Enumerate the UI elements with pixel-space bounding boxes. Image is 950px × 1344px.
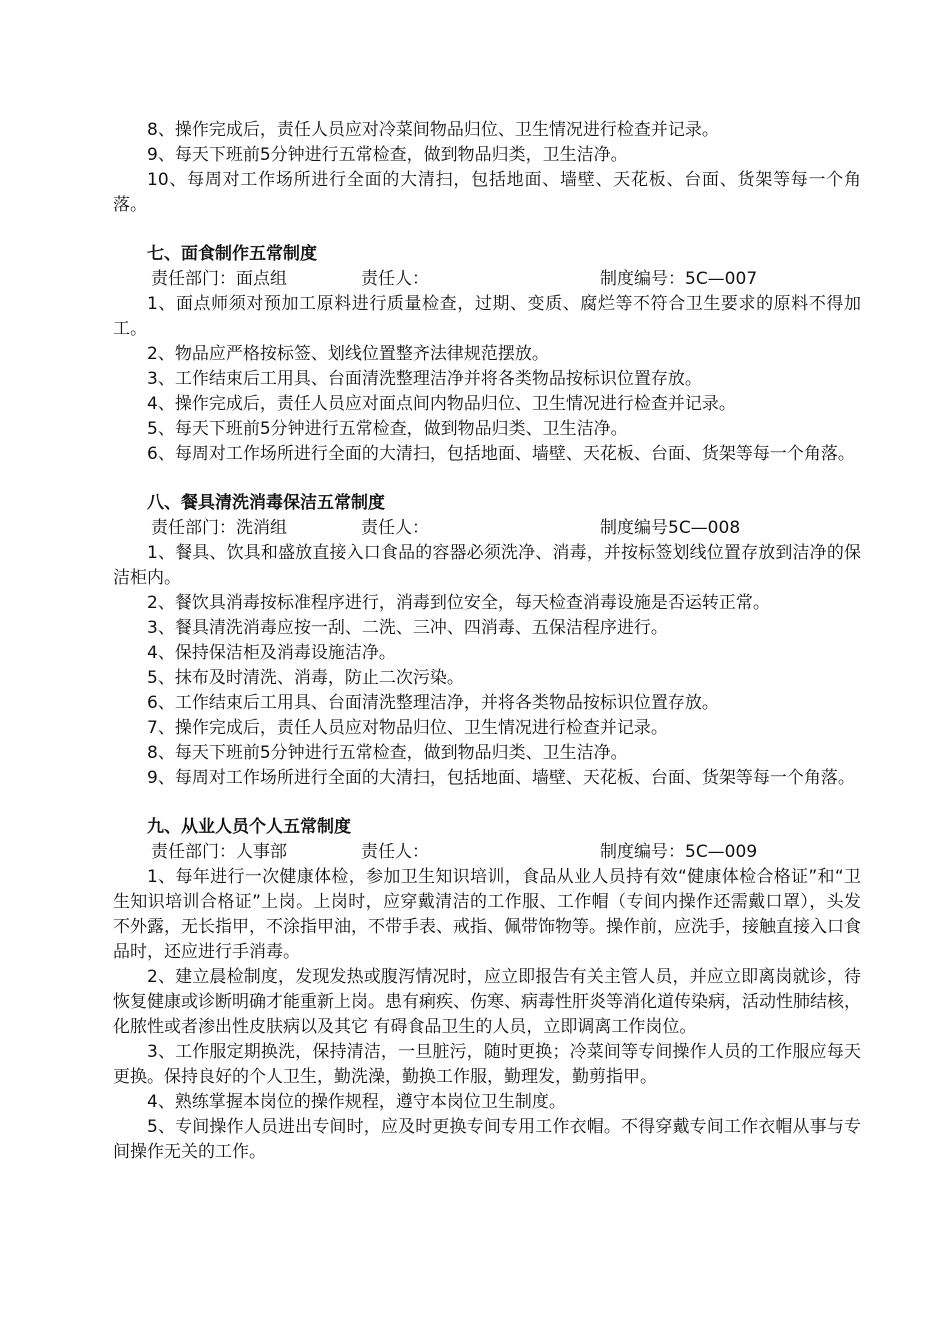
responsible-person: 责任人： — [361, 269, 429, 289]
section-title: 八、餐具清洗消毒保洁五常制度 — [147, 493, 385, 513]
paragraph: 1、面点师须对预加工原料进行质量检查，过期、变质、腐烂等不符合卫生要求的原料不得加工。 — [113, 294, 861, 339]
paragraph: 5、抹布及时清洗、消毒，防止二次污染。 — [147, 668, 464, 688]
paragraph: 8、每天下班前5分钟进行五常检查，做到物品归类、卫生洁净。 — [147, 743, 628, 763]
responsible-department: 责任部门：面点组 — [151, 269, 287, 289]
paragraph: 7、操作完成后，责任人员应对物品归位、卫生情况进行检查并记录。 — [147, 718, 668, 738]
responsible-person: 责任人： — [361, 518, 429, 538]
paragraph: 2、建立晨检制度，发现发热或腹泻情况时，应立即报告有关主管人员，并应立即离岗就诊，待恢复健康或诊断明确才能重新上岗。患有痢疾、伤寒、病毒性肝炎等消化道传染病，活动性肺结核，化脓性或者渗出性皮肤病以及其它 有碍食品卫生的人员，立即调离工作岗位。 — [113, 967, 861, 1037]
paragraph: 5、每天下班前5分钟进行五常检查，做到物品归类、卫生洁净。 — [147, 419, 628, 439]
responsible-department: 责任部门：洗消组 — [151, 518, 287, 538]
section-meta — [113, 267, 861, 292]
section-tableware-cleaning — [113, 491, 861, 791]
paragraph: 1、每年进行一次健康体检，参加卫生知识培训，食品从业人员持有效“健康体检合格证”和“卫生知识培训合格证”上岗。上岗时，应穿戴清洁的工作服、工作帽（专间内操作还需戴口罩），头发不外露，无长指甲，不涂指甲油，不带手表、戒指、佩带饰物等。操作前，应洗手，接触直接入口食品时，还应进行手消毒。 — [113, 867, 861, 962]
paragraph: 10、每周对工作场所进行全面的大清扫，包括地面、墙壁、天花板、台面、货架等每一个角落。 — [113, 170, 861, 215]
paragraph: 9、每周对工作场所进行全面的大清扫，包括地面、墙壁、天花板、台面、货架等每一个角落。 — [147, 768, 855, 788]
responsible-department: 责任部门：人事部 — [151, 842, 287, 862]
paragraph: 3、工作结束后工用具、台面清洗整理洁净并将各类物品按标识位置存放。 — [147, 369, 702, 389]
regulation-code: 制度编号5C—008 — [600, 518, 741, 538]
paragraph: 3、工作服定期换洗，保持清洁，一旦脏污，随时更换；冷菜间等专间操作人员的工作服应每天更换。保持良好的个人卫生，勤洗澡，勤换工作服，勤理发，勤剪指甲。 — [113, 1042, 861, 1087]
paragraph: 8、操作完成后，责任人员应对冷菜间物品归位、卫生情况进行检查并记录。 — [147, 120, 719, 140]
section-noodle-making — [113, 242, 861, 467]
paragraph: 6、工作结束后工用具、台面清洗整理洁净，并将各类物品按标识位置存放。 — [147, 693, 719, 713]
section-title: 七、面食制作五常制度 — [147, 244, 317, 264]
regulation-code: 制度编号：5C—007 — [600, 269, 758, 289]
responsible-person: 责任人： — [361, 842, 429, 862]
paragraph: 4、熟练掌握本岗位的操作规程，遵守本岗位卫生制度。 — [147, 1092, 566, 1112]
section-title: 九、从业人员个人五常制度 — [147, 817, 351, 837]
paragraph: 2、餐饮具消毒按标准程序进行，消毒到位安全，每天检查消毒设施是否运转正常。 — [147, 593, 770, 613]
paragraph: 6、每周对工作场所进行全面的大清扫，包括地面、墙壁、天花板、台面、货架等每一个角落。 — [147, 444, 855, 464]
paragraph: 2、物品应严格按标签、划线位置整齐法律规范摆放。 — [147, 344, 549, 364]
section-meta — [113, 516, 861, 541]
paragraph: 5、专间操作人员进出专间时，应及时更换专间专用工作衣帽。不得穿戴专间工作衣帽从事与专间操作无关的工作。 — [113, 1117, 861, 1162]
paragraph: 9、每天下班前5分钟进行五常检查，做到物品归类，卫生洁净。 — [147, 145, 628, 165]
paragraph: 3、餐具清洗消毒应按一刮、二洗、三冲、四消毒、五保洁程序进行。 — [147, 618, 668, 638]
paragraph: 4、保持保洁柜及消毒设施洁净。 — [147, 643, 396, 663]
section-meta — [113, 840, 861, 865]
paragraph: 4、操作完成后，责任人员应对面点间内物品归位、卫生情况进行检查并记录。 — [147, 394, 736, 414]
regulation-code: 制度编号：5C—009 — [600, 842, 758, 862]
paragraph: 1、餐具、饮具和盛放直接入口食品的容器必须洗净、消毒，并按标签划线位置存放到洁净的保洁柜内。 — [113, 543, 861, 588]
section-staff-personal — [113, 815, 861, 1165]
document-body — [113, 118, 861, 1165]
